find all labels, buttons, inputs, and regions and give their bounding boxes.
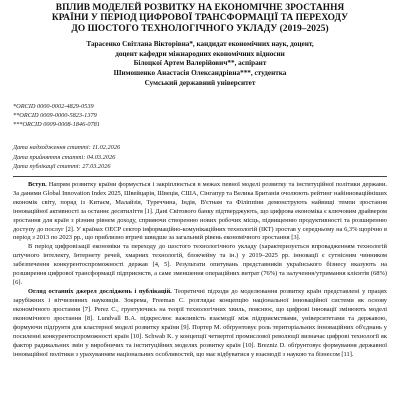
paragraph-text: Теоретичні підходи до моделювання розвитку країн представлені у працях зарубіжних і вітчизняних науковців. Зокрема, Freeman C. розглядає концепцію національної інноваційної системи як основу економічного зростання [7]. Perez C., грунтуючись на теорії технологічних хвиль, пояснює, що цифрові інновації змінюють моделі економічного зростання [8]. Lundvall B.A. підкреслює важливість взаємодії між підприємствами, університетами та державою, формуючи підґрунтя для кластерної моделі розвитку країни [9]. Портер М. обґрунтовує роль територіальних інноваційних об'єднань у посиленні конкурентоспроможності країн [10]. Schwab K. у концепції четвертої промислової революції визначає цифрові технології як фактор радикальних змін у виробничих та інституційних моделях розвитку країн [10]. Brezniz D. обґрунтовує формування державної інноваційної політики з урахуванням національних особливостей, що має відбуватися у взаємодії з наукою та бізнесом [11]. (13, 288, 387, 358)
orcid-block (13, 102, 387, 129)
author-block (13, 40, 387, 88)
published-date: Дата публікації статті: 27.03.2026 (13, 162, 111, 170)
affiliation: Сумський державний університет (144, 78, 256, 87)
article-title (13, 3, 387, 34)
article-body (13, 181, 387, 360)
author-line: Білоцкої Артем Валерійович**, аспірант (133, 59, 267, 68)
section-lead: Вступ. (28, 180, 47, 188)
paragraph-digitalization (13, 243, 387, 288)
author-line: Тарасенко Світлана Вікторівна*, кандидат економічних наук, доцент, (86, 40, 314, 49)
author-line: Шимошенко Анастасія Олександрівна***, студентка (113, 69, 287, 77)
title-line: КРАЇНИ У ПЕРІОД ЦИФРОВОЇ ТРАНСФОРМАЦІЇ ТА ПЕРЕХОДУ (51, 13, 349, 24)
paragraph-literature-review (13, 288, 387, 360)
received-date: Дата надходження статті: 11.02.2026 (13, 144, 121, 152)
orcid-line: ***ORCID 0009-0008-1846-0781 (13, 121, 100, 129)
title-line: ВПЛИВ МОДЕЛЕЙ РОЗВИТКУ НА ЕКОНОМІЧНЕ ЗРОСТАННЯ (55, 3, 345, 13)
paragraph-introduction (13, 181, 387, 244)
orcid-line: *ORCID 0000-0002-4829-0539 (13, 103, 94, 111)
accepted-date: Дата прийняття статті: 04.03.2026 (13, 153, 116, 161)
orcid-line: **ORCID 0009-0000-5823-1379 (13, 112, 97, 120)
author-line: доцент кафедри міжнародних економічних відносин (115, 49, 285, 58)
paragraph-text: Напрям розвитку країни формується і закріплюється в межах певної моделі розвитку та інституційної політики держави. За даними Global Innovation Index 2025, Швейцарія, Швеція, США, Сінгапур та Велика Британія очолюють рейтинг найінноваційніших економік світу, поряд із Китаєм, Малайзія, Туреччина, Індія, В'єтнам та Філіппіни демонструють найвищі темпи зростання інноваційної активності за останнє десятиліття [1]. Дані Світового банку підтверджують, що цифрова економіка є ключовим драйвером зростання для країн з різним рівнем доходу, сприяючи створенню нових робочих місць, підвищенню продуктивності та розширенню доступу до послуг [2]. У країнах ОЕСР сектор інформаційно-комунікаційних технологій (ІКТ) зростав у середньому на 6,3% щорічно в період з 2013 по 2023 рр., що приблизно втричі швидше за загальний рівень економічного зростання [3]. (13, 180, 388, 242)
section-lead: Огляд останніх джерел досліджень і публікацій. (28, 288, 172, 296)
divider-line (13, 176, 387, 177)
dates-block (13, 143, 387, 170)
title-line: ДО ШОСТОГО ТЕХНОЛОГІЧНОГО УКЛАДУ (2019–2025) (71, 23, 329, 34)
paragraph-text: В період цифровізації економіки та переходу до шостого технологічного укладу (характеризується впровадженням технологій штучного інтелекту, Інтернету речей, хмарних технологій, блокчейну та ін.) у 2019–2025 рр. інновації є сутнісним чинником забезпечення конкурентоспроможності держав [4, 5]. Результати опитувань представників українського бізнесу вказують на розширення цифрової трансформації підприємств, а саме зменшення операційних витрат (76%) та залучення/утримання клієнтів (68%) [6]. (13, 243, 387, 287)
